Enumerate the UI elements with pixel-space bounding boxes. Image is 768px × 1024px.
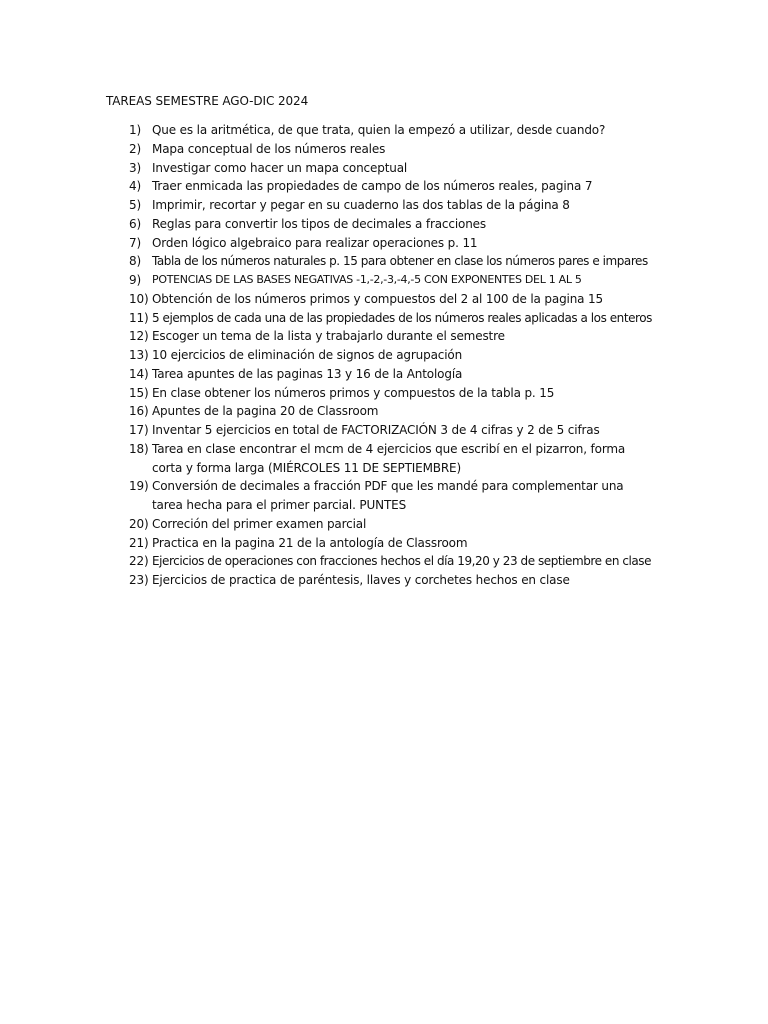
task-item xyxy=(0,121,768,140)
task-list xyxy=(0,121,768,590)
task-text: Tarea en clase encontrar el mcm de 4 ejercicios que escribí en el pizarron, forma corta y forma larga (MIÉRCOLES 11 DE SEPTIEMBRE) xyxy=(152,441,626,475)
task-number: 15) xyxy=(129,385,149,400)
task-item xyxy=(0,196,768,215)
task-item xyxy=(0,477,768,515)
task-number: 8) xyxy=(129,254,142,269)
task-number: 20) xyxy=(129,516,149,531)
task-item xyxy=(0,346,768,365)
task-number: 18) xyxy=(129,441,149,456)
task-item xyxy=(0,571,768,590)
task-text: Orden lógico algebraico para realizar operaciones p. 11 xyxy=(152,235,478,250)
task-item xyxy=(0,515,768,534)
task-text: Obtención de los números primos y compuestos del 2 al 100 de la pagina 15 xyxy=(152,291,604,306)
task-number: 5) xyxy=(129,198,142,212)
task-number: 6) xyxy=(129,216,142,231)
task-item xyxy=(0,309,768,328)
task-text: Tarea apuntes de las paginas 13 y 16 de la Antología xyxy=(152,366,463,381)
task-text: 10 ejercicios de eliminación de signos de agrupación xyxy=(152,348,463,362)
task-text: Mapa conceptual de los números reales xyxy=(152,141,386,156)
task-item xyxy=(0,252,768,271)
task-item xyxy=(0,290,768,309)
task-number: 17) xyxy=(129,423,149,437)
task-item xyxy=(0,327,768,346)
task-text: En clase obtener los números primos y compuestos de la tabla p. 15 xyxy=(152,385,555,400)
task-text: Reglas para convertir los tipos de decimales a fracciones xyxy=(152,216,486,231)
task-text: Investigar como hacer un mapa conceptual xyxy=(152,160,408,175)
task-number: 9) xyxy=(129,273,142,287)
task-text: POTENCIAS DE LAS BASES NEGATIVAS -1,-2,-3,-4,-5 CON EXPONENTES DEL 1 AL 5 xyxy=(152,273,582,286)
task-item xyxy=(0,271,768,290)
task-number: 7) xyxy=(129,235,142,250)
task-text: Imprimir, recortar y pegar en su cuaderno las dos tablas de la página 8 xyxy=(152,198,570,212)
task-number: 2) xyxy=(129,141,142,156)
task-item xyxy=(0,140,768,159)
task-item xyxy=(0,534,768,553)
task-text: Que es la aritmética, de que trata, quien la empezó a utilizar, desde cuando? xyxy=(152,123,606,137)
task-number: 22) xyxy=(129,554,149,569)
task-number: 13) xyxy=(129,348,149,362)
task-number: 1) xyxy=(129,123,142,137)
task-item xyxy=(0,440,768,478)
task-text: Conversión de decimales a fracción PDF que les mandé para complementar una tarea hecha para el primer parcial. PUNTES xyxy=(152,479,624,512)
task-number: 23) xyxy=(129,573,149,587)
task-text: Apuntes de la pagina 20 de Classroom xyxy=(152,404,379,419)
task-number: 21) xyxy=(129,535,149,550)
task-number: 10) xyxy=(129,291,149,306)
task-number: 11) xyxy=(129,310,149,325)
task-number: 4) xyxy=(129,179,142,194)
task-text: Tabla de los números naturales p. 15 para obtener en clase los números pares e impares xyxy=(152,254,648,269)
task-item xyxy=(0,215,768,234)
task-number: 12) xyxy=(129,329,149,344)
task-number: 3) xyxy=(129,160,142,175)
task-item xyxy=(0,384,768,403)
task-item xyxy=(0,234,768,253)
task-text: Inventar 5 ejercicios en total de FACTORIZACIÓN 3 de 4 cifras y 2 de 5 cifras xyxy=(152,423,600,437)
task-number: 16) xyxy=(129,404,149,419)
task-item xyxy=(0,159,768,178)
task-text: Escoger un tema de la lista y trabajarlo durante el semestre xyxy=(152,329,505,344)
task-text: 5 ejemplos de cada una de las propiedades de los números reales aplicadas a los enteros xyxy=(152,310,652,325)
task-text: Traer enmicada las propiedades de campo de los números reales, pagina 7 xyxy=(152,179,593,194)
document-title: TAREAS SEMESTRE AGO-DIC 2024 xyxy=(106,94,309,108)
task-item xyxy=(0,177,768,196)
task-item xyxy=(0,402,768,421)
task-text: Ejercicios de practica de paréntesis, llaves y corchetes hechos en clase xyxy=(152,573,570,587)
task-text: Correción del primer examen parcial xyxy=(152,516,367,531)
task-number: 19) xyxy=(129,479,149,494)
task-number: 14) xyxy=(129,366,149,381)
task-item xyxy=(0,421,768,440)
task-item xyxy=(0,552,768,571)
task-item xyxy=(0,365,768,384)
task-text: Practica en la pagina 21 de la antología de Classroom xyxy=(152,535,468,550)
task-text: Ejercicios de operaciones con fracciones hechos el día 19,20 y 23 de septiembre en clase xyxy=(152,554,652,569)
